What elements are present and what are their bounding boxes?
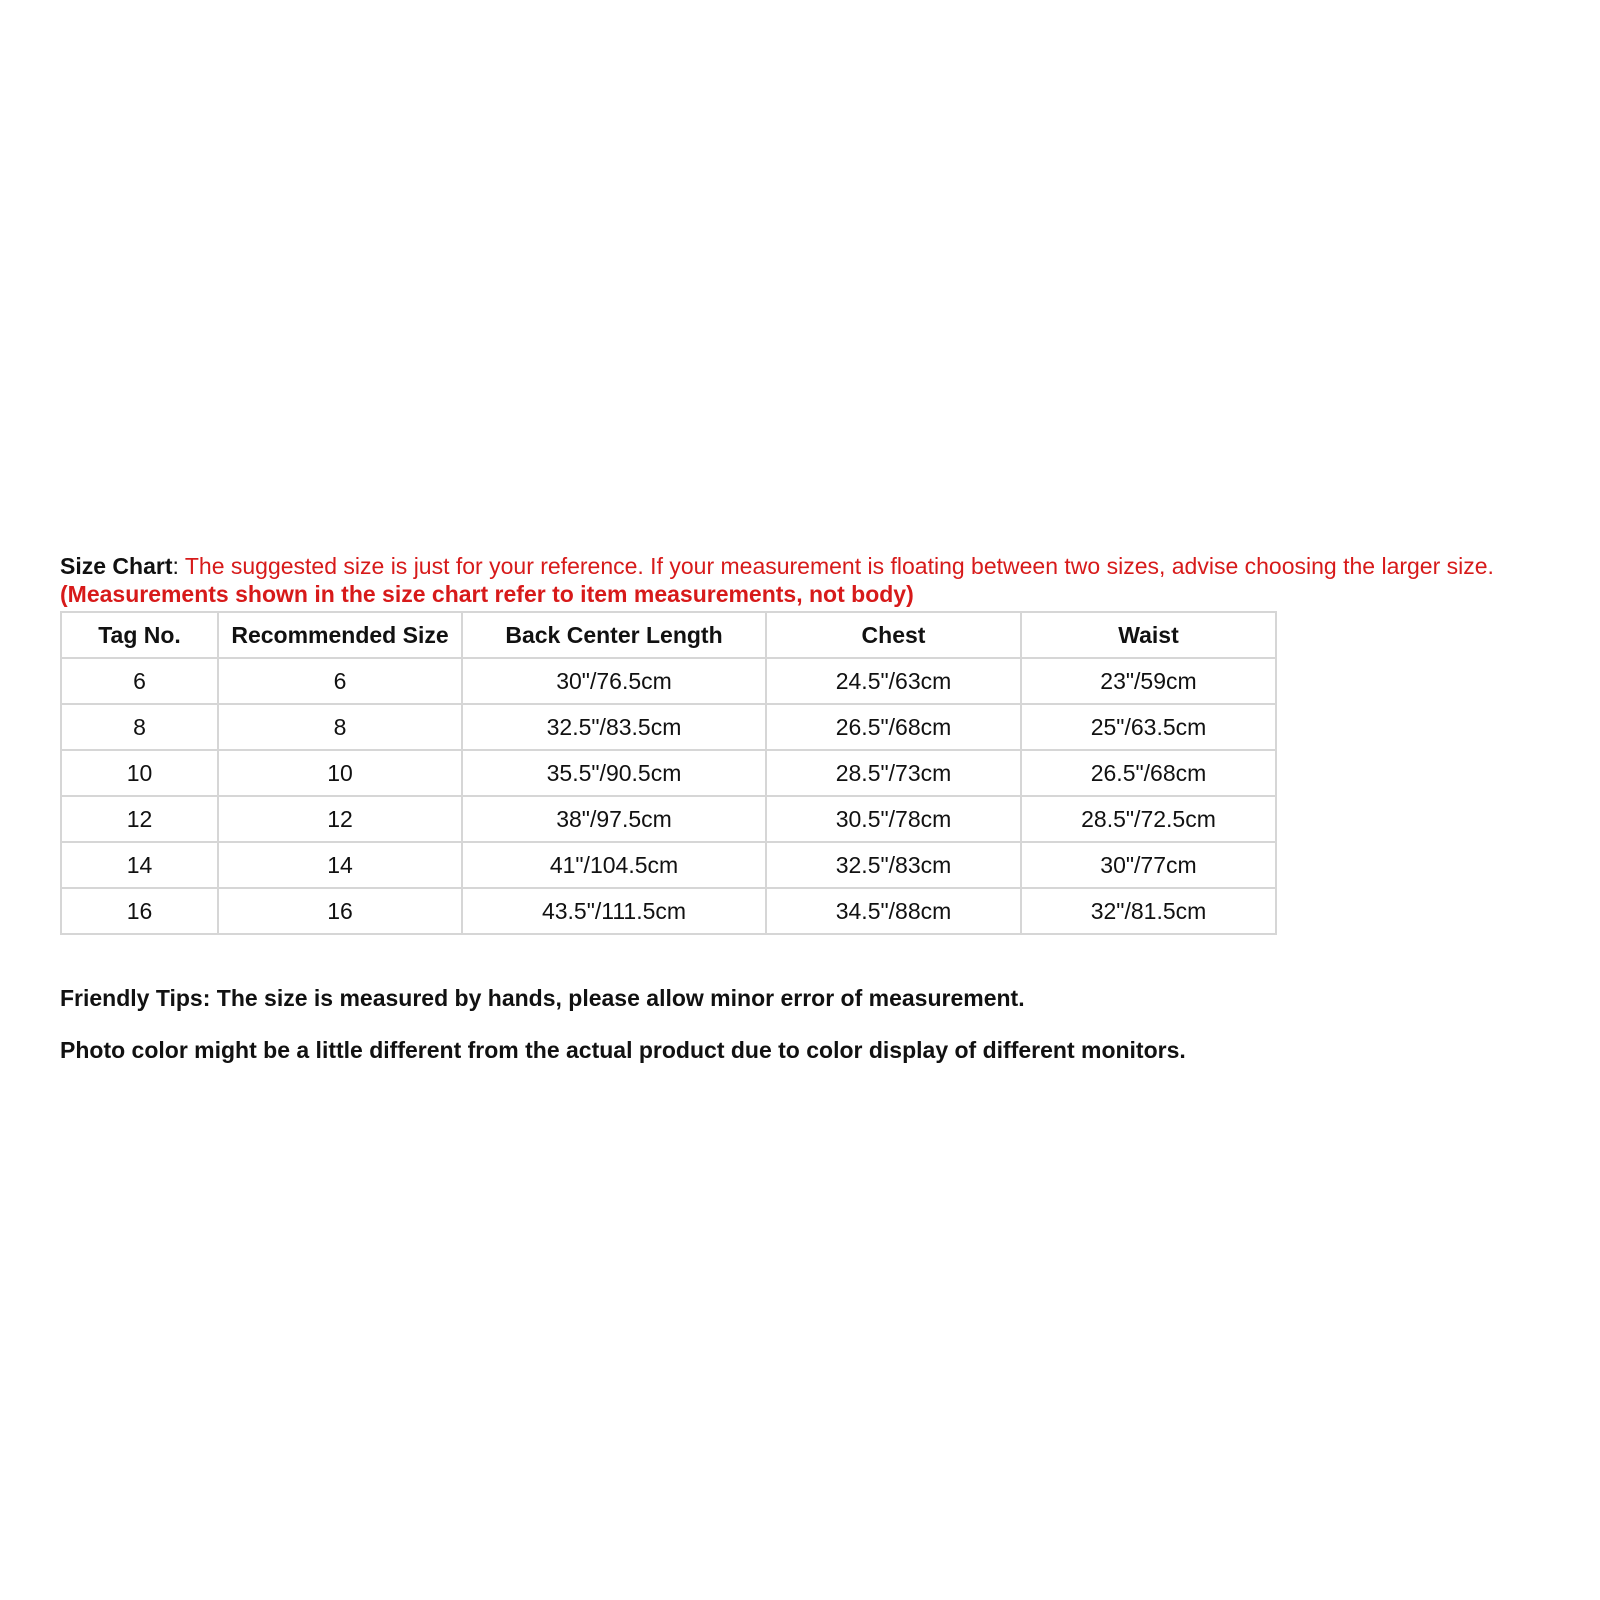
cell-waist: 25"/63.5cm (1021, 704, 1276, 750)
cell-recommended-size: 16 (218, 888, 462, 934)
cell-back-center-length: 35.5"/90.5cm (462, 750, 766, 796)
cell-chest: 26.5"/68cm (766, 704, 1021, 750)
cell-back-center-length: 38"/97.5cm (462, 796, 766, 842)
header-recommended-size: Recommended Size (218, 612, 462, 658)
table-row (61, 750, 1276, 796)
cell-recommended-size: 8 (218, 704, 462, 750)
cell-waist: 32"/81.5cm (1021, 888, 1276, 934)
table-row (61, 704, 1276, 750)
table-row (61, 842, 1276, 888)
table-row (61, 796, 1276, 842)
cell-back-center-length: 41"/104.5cm (462, 842, 766, 888)
cell-recommended-size: 12 (218, 796, 462, 842)
cell-tag-no: 14 (61, 842, 218, 888)
size-table (60, 611, 1277, 935)
cell-tag-no: 10 (61, 750, 218, 796)
cell-recommended-size: 10 (218, 750, 462, 796)
table-row (61, 658, 1276, 704)
cell-tag-no: 6 (61, 658, 218, 704)
cell-waist: 30"/77cm (1021, 842, 1276, 888)
header-chest: Chest (766, 612, 1021, 658)
cell-tag-no: 8 (61, 704, 218, 750)
cell-chest: 32.5"/83cm (766, 842, 1021, 888)
cell-back-center-length: 32.5"/83.5cm (462, 704, 766, 750)
cell-back-center-length: 43.5"/111.5cm (462, 888, 766, 934)
header-back-center-length: Back Center Length (462, 612, 766, 658)
cell-waist: 26.5"/68cm (1021, 750, 1276, 796)
cell-chest: 30.5"/78cm (766, 796, 1021, 842)
cell-waist: 28.5"/72.5cm (1021, 796, 1276, 842)
size-chart-intro (60, 552, 1550, 608)
size-chart-reference-text: The suggested size is just for your reference. If your measurement is floating between two sizes, advise choosing the larger size. (178, 553, 1494, 579)
cell-recommended-size: 6 (218, 658, 462, 704)
header-tag-no: Tag No. (61, 612, 218, 658)
size-chart-measurement-note: (Measurements shown in the size chart refer to item measurements, not body) (60, 581, 914, 607)
table-row (61, 888, 1276, 934)
table-header-row (61, 612, 1276, 658)
cell-tag-no: 12 (61, 796, 218, 842)
size-chart-colon: : (172, 553, 179, 579)
cell-tag-no: 16 (61, 888, 218, 934)
cell-recommended-size: 14 (218, 842, 462, 888)
cell-waist: 23"/59cm (1021, 658, 1276, 704)
cell-back-center-length: 30"/76.5cm (462, 658, 766, 704)
cell-chest: 34.5"/88cm (766, 888, 1021, 934)
friendly-tip-photo-color: Photo color might be a little different from the actual product due to color display of different monitors. (60, 1037, 1186, 1063)
header-waist: Waist (1021, 612, 1276, 658)
size-chart-label: Size Chart (60, 553, 173, 579)
cell-chest: 24.5"/63cm (766, 658, 1021, 704)
cell-chest: 28.5"/73cm (766, 750, 1021, 796)
friendly-tip-measurement: Friendly Tips: The size is measured by hands, please allow minor error of measurement. (60, 985, 1025, 1011)
